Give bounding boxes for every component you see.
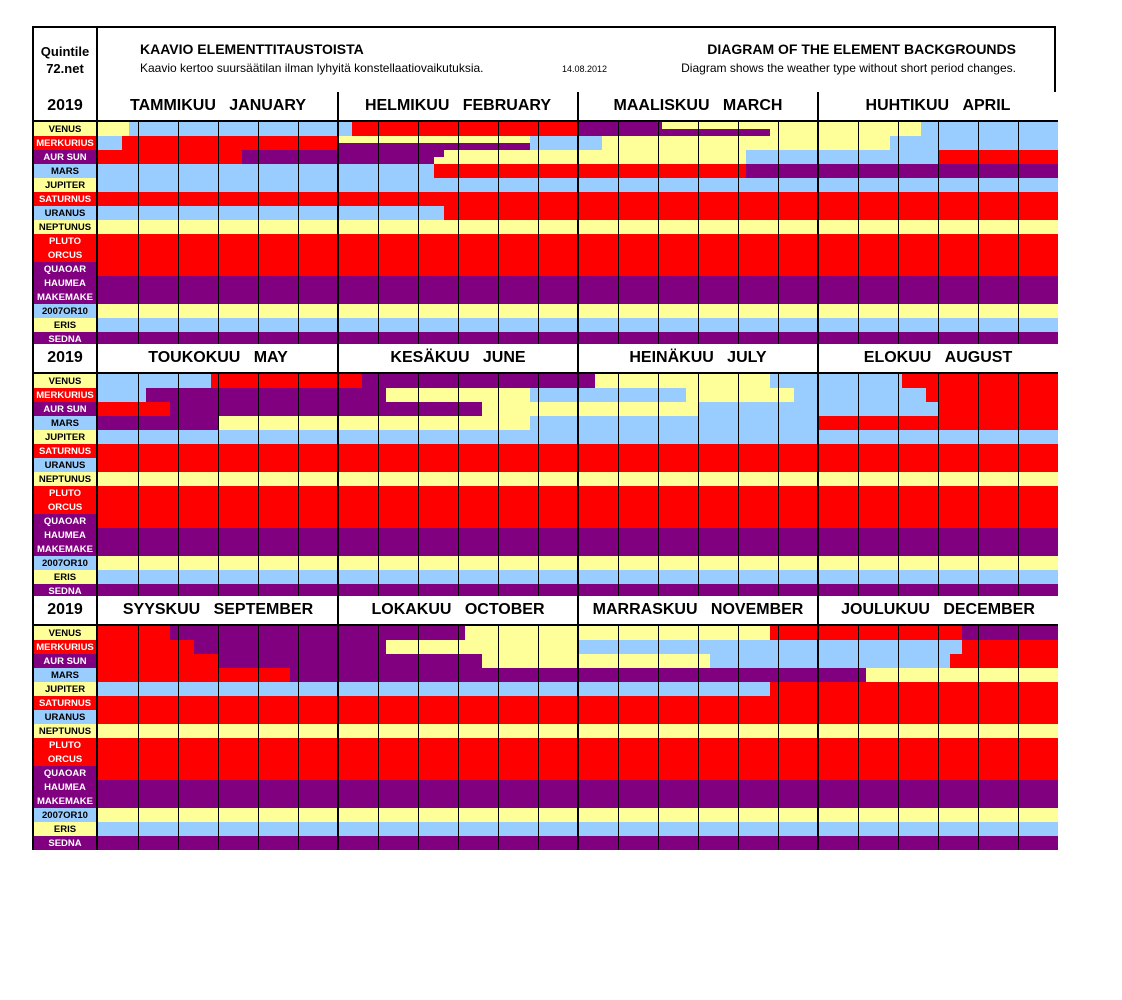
month-divider (337, 596, 339, 850)
week-gridline (178, 374, 179, 598)
month-label-march (578, 92, 818, 122)
week-gridline (858, 122, 859, 346)
week-gridline (138, 626, 139, 850)
planet-label-mars: MARS (34, 668, 98, 682)
segment-aur-sun (98, 150, 242, 164)
month-name-fi: LOKAKUU (371, 601, 452, 618)
segment-aur-sun (98, 402, 170, 416)
month-label-may (98, 344, 338, 374)
segment-uranus (444, 206, 1058, 220)
segment-venus (962, 626, 1058, 640)
segment-mars (746, 164, 1058, 178)
month-name-en: MAY (253, 349, 288, 366)
week-gridline (658, 626, 659, 850)
planet-label-merkurius: MERKURIUS (34, 640, 98, 654)
week-gridline (618, 374, 619, 598)
week-gridline (258, 626, 259, 850)
segment-venus (98, 374, 211, 388)
week-gridline (738, 626, 739, 850)
planet-label-mars: MARS (34, 416, 98, 430)
planet-label-neptunus: NEPTUNUS (34, 220, 98, 234)
month-name-en: SEPTEMBER (213, 601, 314, 618)
planet-label-makemake: MAKEMAKE (34, 542, 98, 556)
planet-label-aur-sun: AUR SUN (34, 654, 98, 668)
overlay-merkurius (338, 143, 530, 150)
month-name-en: JULY (727, 349, 767, 366)
week-gridline (978, 122, 979, 346)
planet-label-eris: ERIS (34, 570, 98, 584)
planet-label-orcus: ORCUS (34, 248, 98, 262)
segment-mars (98, 416, 218, 430)
segment-aur-sun (482, 654, 710, 668)
year-label: 2019 (34, 596, 98, 626)
week-gridline (138, 374, 139, 598)
month-label-june (338, 344, 578, 374)
planet-label-quaoar: QUAOAR (34, 766, 98, 780)
month-label-october (338, 596, 578, 626)
planet-label-haumea: HAUMEA (34, 780, 98, 794)
planet-label-merkurius: MERKURIUS (34, 388, 98, 402)
segment-mars (530, 416, 818, 430)
month-name-en: OCTOBER (464, 601, 545, 618)
month-name-en: FEBRUARY (462, 97, 552, 114)
month-name-en: MARCH (722, 97, 783, 114)
week-gridline (418, 374, 419, 598)
month-divider (817, 92, 819, 346)
month-name-en: JANUARY (229, 97, 306, 114)
segment-venus (362, 374, 595, 388)
week-gridline (378, 626, 379, 850)
segment-merkurius (530, 388, 686, 402)
subtitle-en: Diagram shows the weather type without short period changes. (681, 61, 1016, 75)
week-gridline (178, 626, 179, 850)
planet-label-jupiter: JUPITER (34, 682, 98, 696)
month-label-january (98, 92, 338, 122)
week-gridline (938, 374, 939, 598)
month-name-en: DECEMBER (943, 601, 1035, 618)
segment-mars (170, 668, 290, 682)
planet-label-quaoar: QUAOAR (34, 514, 98, 528)
month-name-en: APRIL (962, 97, 1011, 114)
planet-label-eris: ERIS (34, 318, 98, 332)
week-gridline (738, 122, 739, 346)
week-gridline (778, 374, 779, 598)
planet-label-2007or10: 2007OR10 (34, 304, 98, 318)
week-gridline (418, 626, 419, 850)
planet-label-2007or10: 2007OR10 (34, 808, 98, 822)
segment-merkurius (530, 136, 602, 150)
segment-merkurius (194, 640, 386, 654)
planet-label-uranus: URANUS (34, 458, 98, 472)
planet-label-pluto: PLUTO (34, 234, 98, 248)
planet-label-mars: MARS (34, 164, 98, 178)
segment-merkurius (722, 136, 890, 150)
month-name-fi: MAALISKUU (613, 97, 710, 114)
segment-merkurius (890, 136, 1058, 150)
planet-label-venus: VENUS (34, 626, 98, 640)
week-gridline (378, 374, 379, 598)
week-gridline (938, 626, 939, 850)
planet-label-makemake: MAKEMAKE (34, 794, 98, 808)
week-gridline (218, 122, 219, 346)
month-name-fi: ELOKUU (863, 349, 932, 366)
month-name-fi: KESÄKUU (390, 349, 470, 366)
month-label-november (578, 596, 818, 626)
week-gridline (458, 122, 459, 346)
week-gridline (298, 122, 299, 346)
logo-line-2: 72.net (46, 61, 84, 76)
segment-aur-sun (170, 402, 482, 416)
planet-label-neptunus: NEPTUNUS (34, 724, 98, 738)
planet-label-haumea: HAUMEA (34, 276, 98, 290)
segment-jupiter (98, 682, 770, 696)
week-gridline (978, 374, 979, 598)
chart-frame (32, 26, 1056, 850)
week-gridline (538, 626, 539, 850)
month-label-april (818, 92, 1058, 122)
planet-label-aur-sun: AUR SUN (34, 402, 98, 416)
segment-aur-sun (938, 150, 1058, 164)
segment-merkurius (602, 136, 722, 150)
planet-label-jupiter: JUPITER (34, 178, 98, 192)
segment-mars (866, 668, 1058, 682)
month-name-en: AUGUST (944, 349, 1013, 366)
week-gridline (618, 626, 619, 850)
week-gridline (138, 122, 139, 346)
month-label-december (818, 596, 1058, 626)
month-name-en: NOVEMBER (710, 601, 804, 618)
planet-label-orcus: ORCUS (34, 752, 98, 766)
segment-aur-sun (434, 150, 578, 164)
week-gridline (618, 122, 619, 346)
year-label: 2019 (34, 92, 98, 122)
week-gridline (418, 122, 419, 346)
week-gridline (898, 122, 899, 346)
week-gridline (738, 374, 739, 598)
week-gridline (898, 374, 899, 598)
planet-label-merkurius: MERKURIUS (34, 136, 98, 150)
segment-venus (902, 374, 1058, 388)
month-divider (577, 92, 579, 346)
segment-mars (98, 668, 170, 682)
segment-aur-sun (578, 150, 746, 164)
segment-merkurius (98, 640, 194, 654)
segment-uranus (98, 206, 444, 220)
planet-label-neptunus: NEPTUNUS (34, 472, 98, 486)
week-gridline (938, 122, 939, 346)
planet-label-uranus: URANUS (34, 710, 98, 724)
planet-label-sedna: SEDNA (34, 836, 98, 850)
week-gridline (218, 626, 219, 850)
week-gridline (298, 374, 299, 598)
week-gridline (1018, 374, 1019, 598)
date-label: 14.08.2012 (562, 64, 608, 74)
week-gridline (858, 374, 859, 598)
segment-merkurius (122, 136, 338, 150)
segment-venus (770, 626, 962, 640)
logo-line-1: Quintile (40, 44, 90, 59)
segment-venus (98, 122, 129, 136)
planet-label-saturnus: SATURNUS (34, 192, 98, 206)
planet-label-saturnus: SATURNUS (34, 696, 98, 710)
segment-merkurius (386, 640, 578, 654)
overlay-aur-sun (338, 150, 444, 157)
month-divider (577, 596, 579, 850)
segment-venus (211, 374, 362, 388)
planet-label-pluto: PLUTO (34, 738, 98, 752)
segment-venus (98, 626, 170, 640)
segment-merkurius (578, 640, 794, 654)
segment-aur-sun (746, 150, 938, 164)
week-gridline (498, 626, 499, 850)
segment-merkurius (98, 136, 122, 150)
month-divider (817, 344, 819, 598)
week-gridline (258, 122, 259, 346)
month-name-fi: HUHTIKUU (865, 97, 950, 114)
week-gridline (538, 374, 539, 598)
segment-venus (170, 626, 465, 640)
segment-venus (352, 122, 578, 136)
week-gridline (978, 626, 979, 850)
planet-label-orcus: ORCUS (34, 500, 98, 514)
week-gridline (458, 626, 459, 850)
title-en: DIAGRAM OF THE ELEMENT BACKGROUNDS (707, 41, 1016, 57)
segment-merkurius (926, 388, 1058, 402)
week-gridline (458, 374, 459, 598)
planet-label-aur-sun: AUR SUN (34, 150, 98, 164)
subtitle-fi: Kaavio kertoo suursäätilan ilman lyhyitä konstellaatiovaikutuksia. (140, 61, 484, 75)
segment-mars (602, 668, 866, 682)
segment-mars (98, 164, 434, 178)
segment-merkurius (794, 640, 962, 654)
planet-label-makemake: MAKEMAKE (34, 290, 98, 304)
week-gridline (698, 122, 699, 346)
month-name-fi: HEINÄKUU (629, 349, 714, 366)
week-gridline (498, 374, 499, 598)
week-gridline (378, 122, 379, 346)
segment-venus (921, 122, 1058, 136)
week-gridline (1018, 626, 1019, 850)
week-gridline (898, 626, 899, 850)
timeline-grid (34, 28, 1056, 850)
planet-label-haumea: HAUMEA (34, 528, 98, 542)
week-gridline (658, 122, 659, 346)
month-label-september (98, 596, 338, 626)
segment-venus (595, 374, 770, 388)
planet-label-saturnus: SATURNUS (34, 444, 98, 458)
month-label-february (338, 92, 578, 122)
week-gridline (1018, 122, 1019, 346)
week-gridline (258, 374, 259, 598)
month-divider (577, 344, 579, 598)
week-gridline (698, 626, 699, 850)
segment-jupiter (770, 682, 1058, 696)
segment-aur-sun (938, 402, 1058, 416)
segment-aur-sun (710, 654, 950, 668)
planet-label-pluto: PLUTO (34, 486, 98, 500)
segment-aur-sun (98, 654, 218, 668)
month-divider (337, 344, 339, 598)
month-name-fi: TOUKOKUU (148, 349, 241, 366)
month-name-fi: MARRASKUU (592, 601, 698, 618)
planet-label-2007or10: 2007OR10 (34, 556, 98, 570)
segment-venus (578, 122, 662, 136)
month-name-fi: TAMMIKUU (130, 97, 216, 114)
segment-aur-sun (482, 402, 698, 416)
week-gridline (778, 122, 779, 346)
segment-venus (770, 374, 902, 388)
week-gridline (298, 626, 299, 850)
segment-merkurius (146, 388, 386, 402)
overlay-mars (218, 416, 530, 423)
week-gridline (178, 122, 179, 346)
planet-label-jupiter: JUPITER (34, 430, 98, 444)
planet-label-venus: VENUS (34, 374, 98, 388)
planet-label-eris: ERIS (34, 822, 98, 836)
month-name-fi: HELMIKUU (364, 97, 450, 114)
week-gridline (498, 122, 499, 346)
planet-label-sedna: SEDNA (34, 332, 98, 346)
segment-merkurius (794, 388, 926, 402)
title-fi: KAAVIO ELEMENTTITAUSTOISTA (140, 41, 364, 57)
week-gridline (858, 626, 859, 850)
planet-label-venus: VENUS (34, 122, 98, 136)
segment-venus (129, 122, 352, 136)
week-gridline (538, 122, 539, 346)
week-gridline (658, 374, 659, 598)
month-name-fi: SYYSKUU (122, 601, 201, 618)
planet-label-sedna: SEDNA (34, 584, 98, 598)
segment-merkurius (962, 640, 1058, 654)
overlay-venus (662, 129, 770, 136)
planet-label-uranus: URANUS (34, 206, 98, 220)
week-gridline (698, 374, 699, 598)
week-gridline (218, 374, 219, 598)
segment-mars (434, 164, 746, 178)
month-divider (337, 92, 339, 346)
month-divider (817, 596, 819, 850)
year-label: 2019 (34, 344, 98, 374)
month-name-fi: JOULUKUU (841, 601, 930, 618)
month-label-july (578, 344, 818, 374)
month-name-en: JUNE (482, 349, 526, 366)
month-label-august (818, 344, 1058, 374)
planet-label-quaoar: QUAOAR (34, 262, 98, 276)
week-gridline (778, 626, 779, 850)
segment-aur-sun (950, 654, 1058, 668)
